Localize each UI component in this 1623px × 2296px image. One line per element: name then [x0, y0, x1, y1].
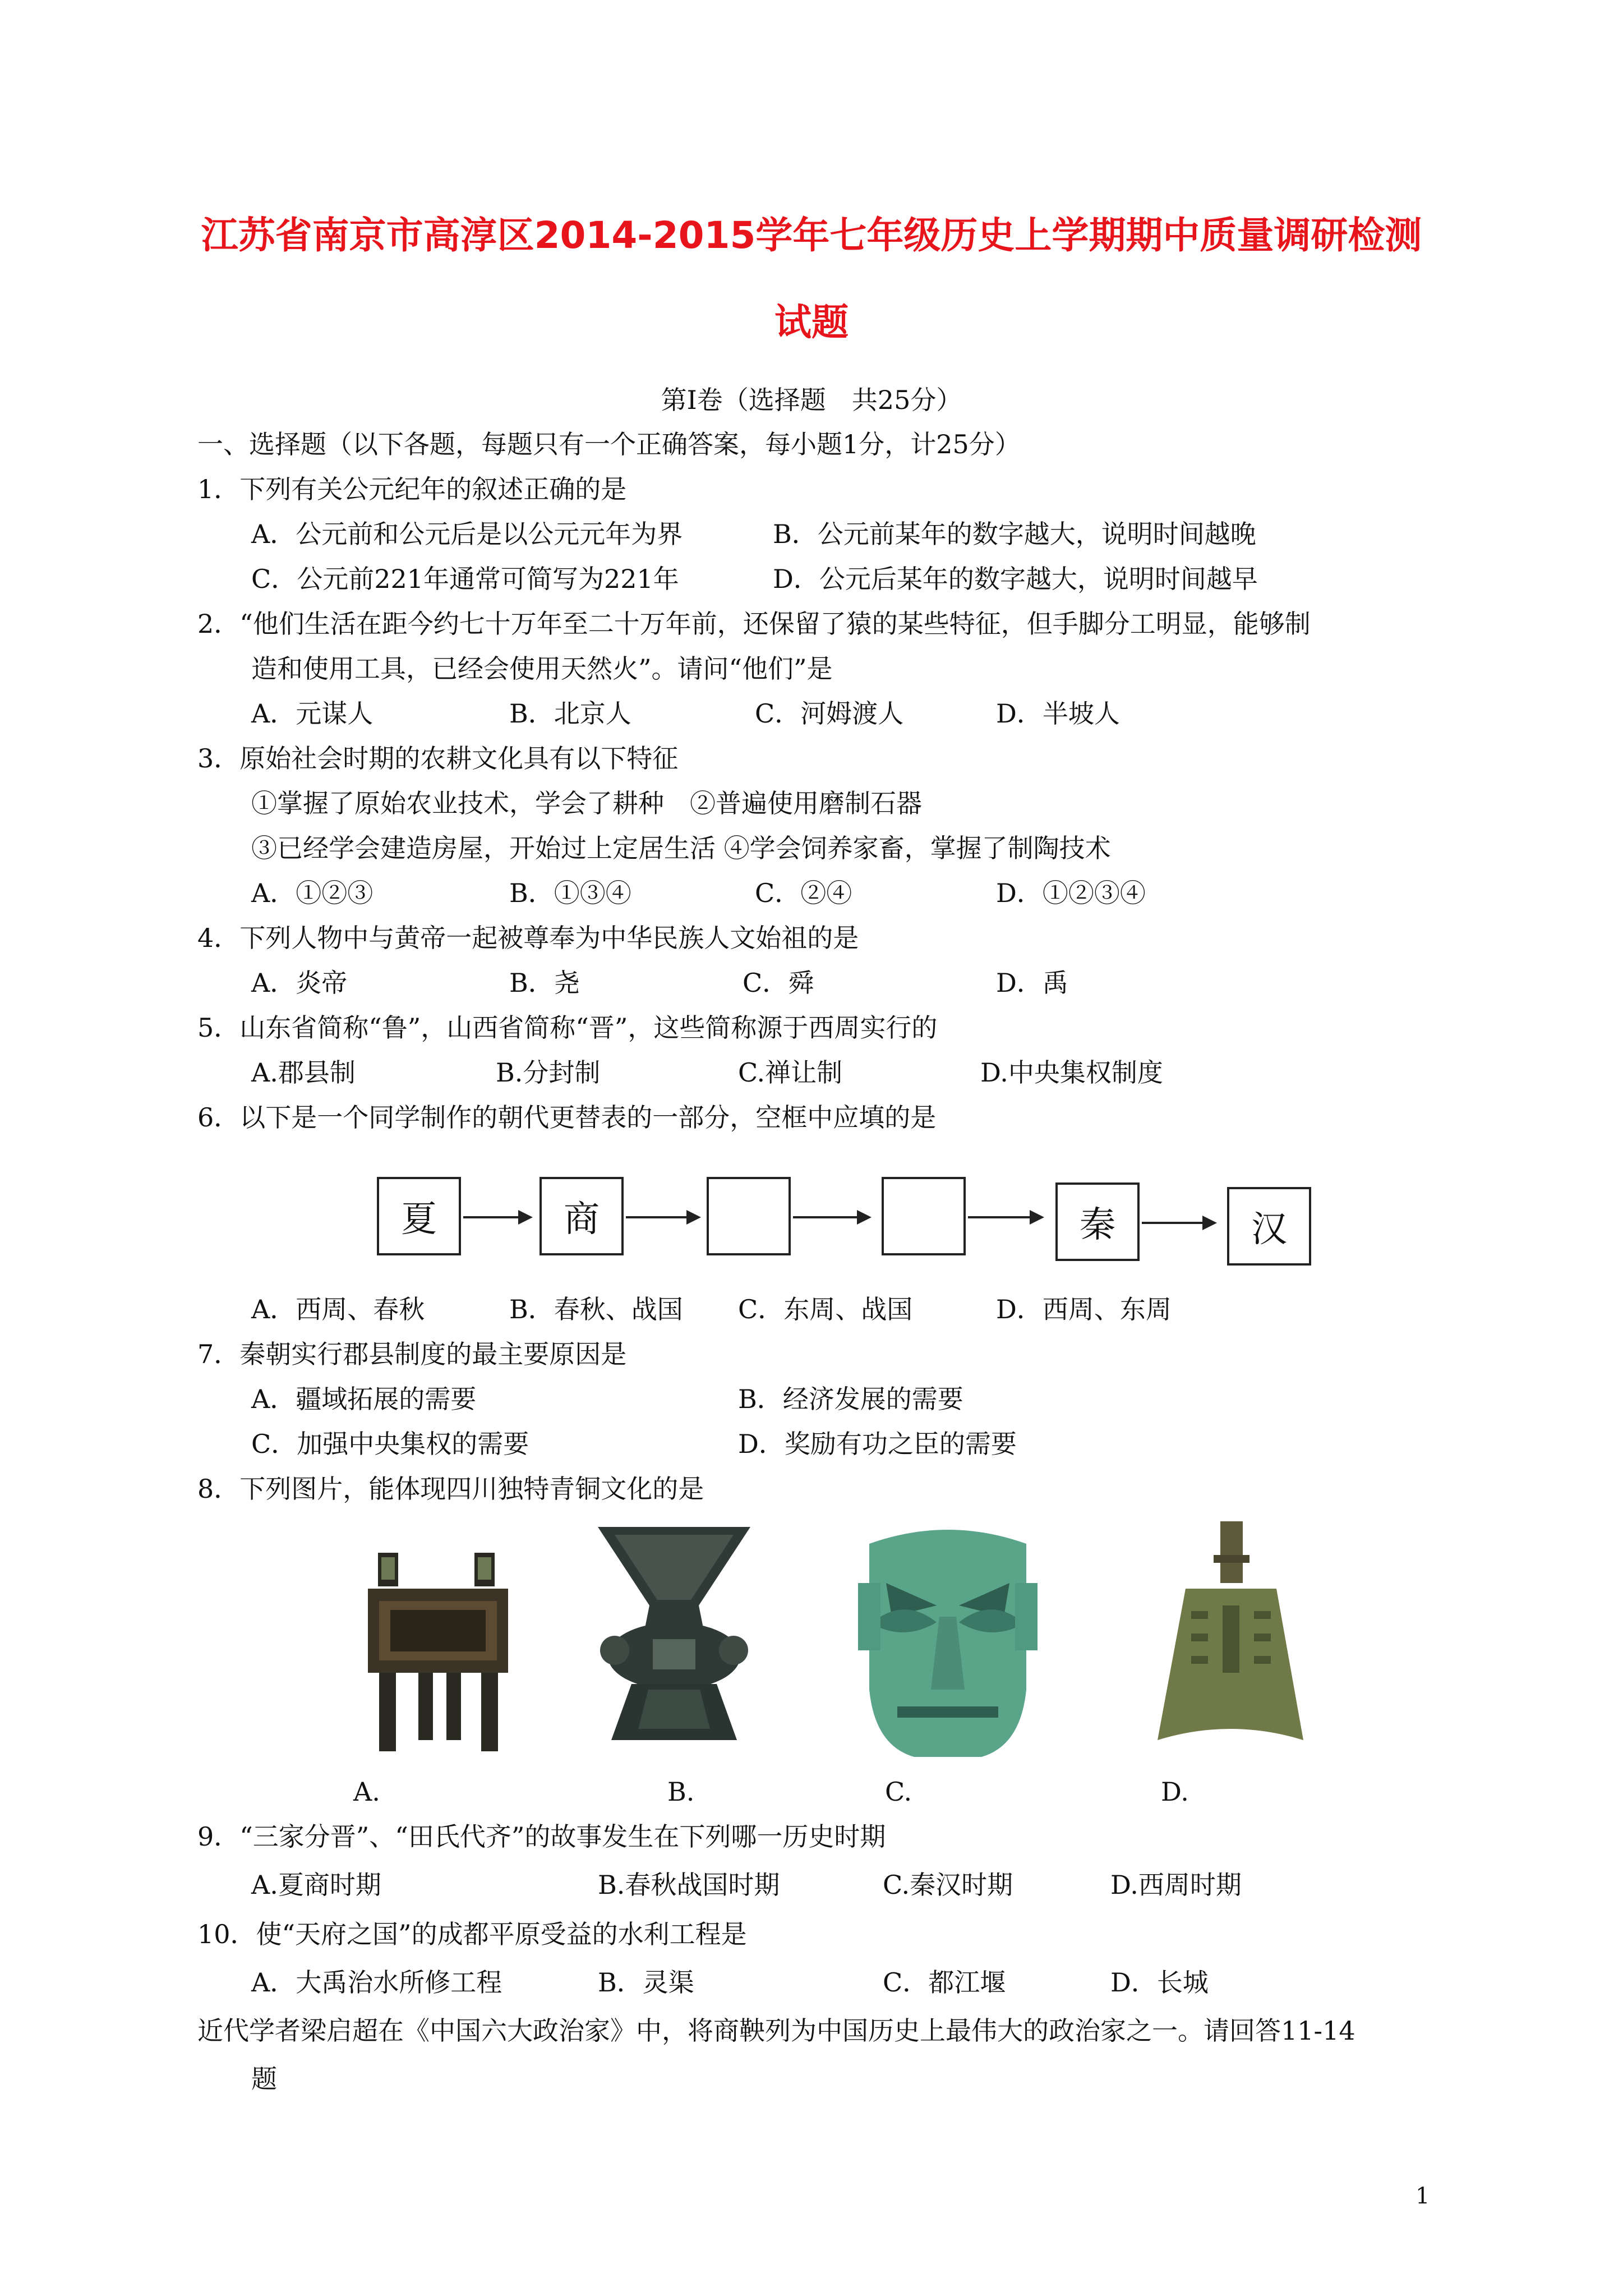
question-5-option-a: A.郡县制 [251, 1057, 356, 1088]
question-10-stem: 10．使“天府之国”的成都平原受益的水利工程是 [197, 1919, 747, 1949]
bronze-zun-image [592, 1521, 756, 1746]
image-label-b: B. [667, 1777, 695, 1807]
question-5-option-b: B.分封制 [496, 1057, 601, 1088]
question-6-stem: 6．以下是一个同学制作的朝代更替表的一部分，空框中应填的是 [197, 1102, 937, 1133]
question-7-option-a: A．疆域拓展的需要 [251, 1384, 477, 1414]
question-5-stem: 5．山东省简称“鲁”，山西省简称“晋”，这些简称源于西周实行的 [197, 1013, 938, 1043]
passage-line1: 近代学者梁启超在《中国六大政治家》中，将商鞅列为中国历史上最伟大的政治家之一。请回答11-14 [197, 2016, 1355, 2046]
arrow-icon [1142, 1222, 1215, 1224]
question-7-option-d: D．奖励有功之臣的需要 [738, 1429, 1017, 1459]
arrow-icon [626, 1216, 699, 1218]
question-7-option-c: C．加强中央集权的需要 [251, 1429, 529, 1459]
question-2-stem-line2: 造和使用工具，已经会使用天然火”。请问“他们”是 [251, 654, 833, 684]
arrow-icon [793, 1216, 869, 1218]
question-1-option-b: B．公元前某年的数字越大，说明时间越晚 [773, 519, 1256, 549]
question-6-option-d: D．西周、东周 [996, 1294, 1172, 1324]
question-4-stem: 4．下列人物中与黄帝一起被尊奉为中华民族人文始祖的是 [197, 923, 859, 953]
question-4-option-b: B．尧 [509, 968, 580, 998]
question-3-items-line2: ③已经学会建造房屋，开始过上定居生活 ④学会饲养家畜，掌握了制陶技术 [251, 833, 1111, 863]
question-3-option-d: D．①②③④ [996, 878, 1146, 908]
image-label-a: A. [353, 1777, 380, 1807]
dynasty-box-han: 汉 [1227, 1187, 1311, 1266]
question-7-option-b: B．经济发展的需要 [738, 1384, 963, 1414]
question-9-option-c: C.秦汉时期 [883, 1870, 1013, 1900]
page-number: 1 [1415, 2183, 1430, 2209]
question-9-option-a: A.夏商时期 [251, 1870, 381, 1900]
question-3-option-c: C．②④ [755, 878, 852, 908]
question-10-option-a: A．大禹治水所修工程 [251, 1967, 502, 1998]
question-5-option-d: D.中央集权制度 [980, 1057, 1163, 1088]
dynasty-box-shang: 商 [540, 1177, 624, 1255]
dynasty-box-blank-1 [707, 1177, 791, 1255]
question-3-option-b: B．①③④ [509, 878, 631, 908]
question-2-option-d: D．半坡人 [996, 698, 1120, 729]
question-9-stem: 9．“三家分晋”、“田氏代齐”的故事发生在下列哪一历史时期 [197, 1821, 886, 1852]
section-heading: 一、选择题（以下各题，每题只有一个正确答案，每小题1分，计25分） [197, 429, 1021, 459]
question-5-option-c: C.禅让制 [738, 1057, 843, 1088]
question-3-items-line1: ①掌握了原始农业技术，学会了耕种 ②普遍使用磨制石器 [251, 788, 922, 818]
question-2-option-c: C．河姆渡人 [755, 698, 904, 729]
passage-line2: 题 [251, 2064, 277, 2094]
question-4-option-a: A．炎帝 [251, 968, 348, 998]
arrow-icon [463, 1216, 531, 1218]
question-9-option-b: B.春秋战国时期 [598, 1870, 780, 1900]
question-9-option-d: D.西周时期 [1110, 1870, 1242, 1900]
question-6-option-b: B．春秋、战国 [509, 1294, 683, 1324]
question-4-option-d: D．禹 [996, 968, 1068, 998]
bronze-ding-image [357, 1549, 519, 1757]
question-3-option-a: A．①②③ [251, 878, 374, 908]
document-title-line1: 江苏省南京市高淳区2014-2015学年七年级历史上学期期中质量调研检测 [201, 214, 1422, 257]
dynasty-box-blank-2 [882, 1177, 966, 1255]
question-2-stem-line1: 2．“他们生活在距今约七十万年至二十万年前，还保留了猿的某些特征，但手脚分工明显，能够制 [197, 609, 1311, 639]
bronze-mask-image [858, 1521, 1038, 1761]
question-4-option-c: C．舜 [743, 968, 814, 998]
question-2-option-a: A．元谋人 [251, 698, 374, 729]
question-10-option-b: B．灵渠 [598, 1967, 694, 1998]
document-title-line2: 试题 [774, 301, 849, 344]
question-8-stem: 8．下列图片，能体现四川独特青铜文化的是 [197, 1474, 704, 1504]
dynasty-box-qin: 秦 [1055, 1182, 1140, 1261]
question-1-stem: 1．下列有关公元纪年的叙述正确的是 [197, 474, 627, 504]
image-label-d: D. [1161, 1777, 1189, 1807]
question-10-option-d: D．长城 [1110, 1967, 1209, 1998]
question-1-option-c: C．公元前221年通常可简写为221年 [251, 564, 679, 594]
question-3-stem: 3．原始社会时期的农耕文化具有以下特征 [197, 743, 679, 774]
arrow-icon [968, 1216, 1042, 1218]
question-2-option-b: B．北京人 [509, 698, 631, 729]
question-1-option-a: A．公元前和公元后是以公元元年为界 [251, 519, 683, 549]
bronze-bell-image [1152, 1521, 1309, 1754]
question-7-stem: 7．秦朝实行郡县制度的最主要原因是 [197, 1339, 627, 1369]
dynasty-box-xia: 夏 [377, 1177, 461, 1255]
question-6-option-c: C．东周、战国 [738, 1294, 913, 1324]
question-6-option-a: A．西周、春秋 [251, 1294, 425, 1324]
question-10-option-c: C．都江堰 [883, 1967, 1006, 1998]
image-label-c: C. [885, 1777, 912, 1807]
question-1-option-d: D．公元后某年的数字越大，说明时间越早 [773, 564, 1258, 594]
part-heading: 第Ⅰ卷（选择题 共25分） [661, 385, 962, 415]
